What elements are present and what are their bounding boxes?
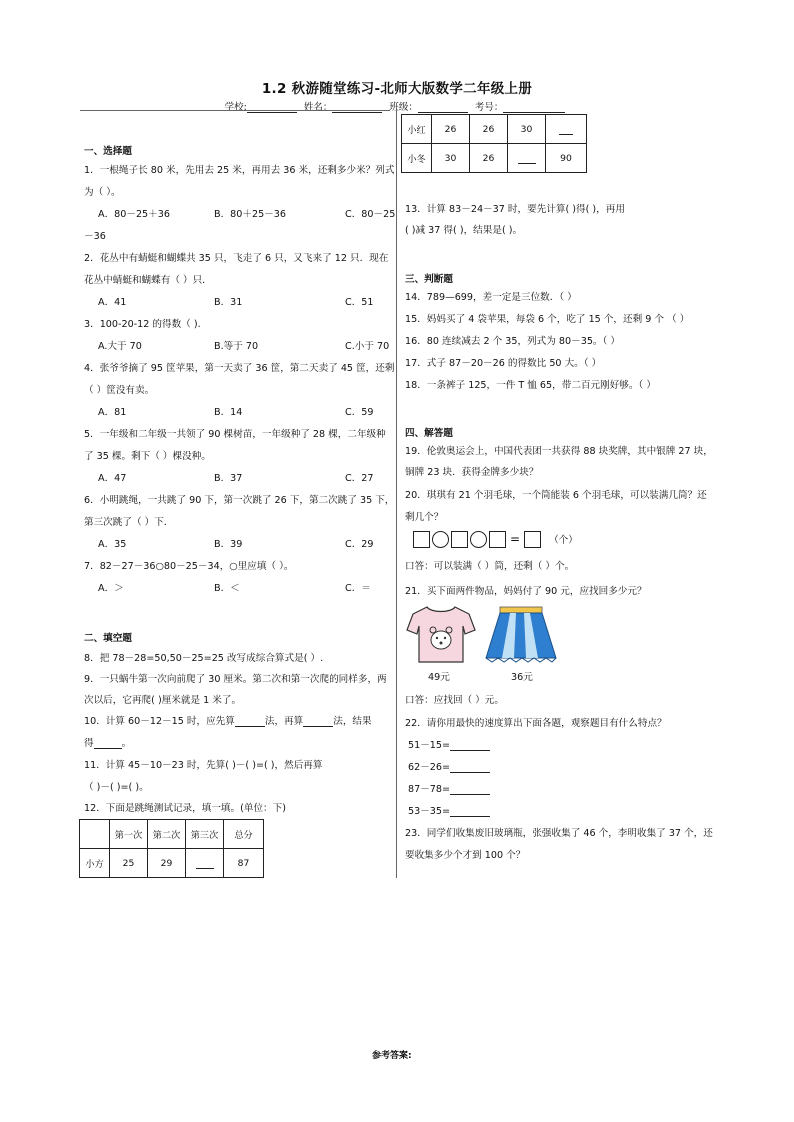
q19-text-2: 铜牌 23 块．获得金牌多少块？ xyxy=(405,467,539,478)
q6-option-a[interactable]: A．35 xyxy=(98,539,127,550)
q13-text-2: ( )减 37 得( )，结果是( )。 xyxy=(405,225,523,236)
q22-expression: 87－78= xyxy=(408,784,451,795)
tshirt-price: 49元 xyxy=(428,672,450,683)
table-header xyxy=(80,820,110,849)
table-cell: 90 xyxy=(546,144,587,173)
q10-part-2: 法，再算 xyxy=(264,716,304,727)
q10-text-2 xyxy=(84,735,131,749)
equation-boxes xyxy=(413,531,578,548)
table-row xyxy=(80,849,264,878)
table-cell: 29 xyxy=(148,849,186,878)
table-header: 总分 xyxy=(224,820,264,849)
q17-text: 17．式子 87－20－26 的得数比 50 大。（ ） xyxy=(405,358,602,369)
q1-option-c-cont: －36 xyxy=(84,231,106,242)
q20-text: 20．琪琪有 21 个羽毛球，一个筒能装 6 个羽毛球，可以装满几筒？还 xyxy=(405,490,707,501)
q22-item xyxy=(408,781,490,795)
school-label: 学校: xyxy=(224,102,247,113)
q21-answer: 口答：应找回（ ）元。 xyxy=(405,695,504,706)
skirt-price: 36元 xyxy=(511,672,533,683)
q3-option-a[interactable]: A.大于 70 xyxy=(98,341,142,352)
q11-text: 11．计算 45－10－23 时，先算( )－( )=( )，然后再算 xyxy=(84,760,323,771)
table-cell: 25 xyxy=(110,849,148,878)
answer-blank[interactable] xyxy=(450,784,490,795)
equation-box[interactable] xyxy=(489,531,506,548)
q22-item xyxy=(408,803,490,817)
q1-text: 1．一根绳子长 80 米，先用去 25 米，再用去 36 米，还剩多少米？列式 xyxy=(84,165,395,176)
q9-text-2: 次以后，它再爬( )厘米就是 1 米了。 xyxy=(84,695,242,706)
class-field[interactable] xyxy=(418,102,468,113)
q10-part-5: 。 xyxy=(121,738,132,749)
q20-answer: 口答：可以装满（ ）筒，还剩（ ）个。 xyxy=(405,561,575,572)
q5-text: 5．一年级和二年级一共领了 90 棵树苗，一年级种了 28 棵，二年级种 xyxy=(84,429,386,440)
table-cell: 小冬 xyxy=(402,144,432,173)
section-judge-heading: 三、判断题 xyxy=(405,274,453,285)
left-top-rule xyxy=(80,110,390,111)
q22-expression: 51－15= xyxy=(408,740,451,751)
answer-key-label: 参考答案: xyxy=(372,1051,412,1061)
q18-text: 18．一条裤子 125，一件 T 恤 65，带二百元刚好够。（ ） xyxy=(405,380,656,391)
answer-blank[interactable] xyxy=(450,806,490,817)
q22-expression: 53－35= xyxy=(408,806,451,817)
q4-text-2: （ ）筐没有卖。 xyxy=(84,385,155,396)
skirt-icon xyxy=(484,606,558,664)
q15-text: 15．妈妈买了 4 袋苹果，每袋 6 个，吃了 15 个，还剩 9 个 （ ） xyxy=(405,314,690,325)
table-row xyxy=(402,115,587,144)
table-cell: 30 xyxy=(432,144,470,173)
q10-blank-3[interactable] xyxy=(94,738,122,749)
equation-box[interactable] xyxy=(524,531,541,548)
q10-blank-2[interactable] xyxy=(303,716,333,727)
q5-option-b[interactable]: B．37 xyxy=(214,473,243,484)
q7-text: 7．82－27－36○80－25－34，○里应填（ ）。 xyxy=(84,561,294,572)
q11-text-2: （ )－( )=( )。 xyxy=(84,782,149,793)
q4-option-c[interactable]: C．59 xyxy=(345,407,374,418)
q6-text: 6．小明跳绳，一共跳了 90 下，第一次跳了 26 下，第二次跳了 35 下， xyxy=(84,495,395,506)
answer-blank[interactable] xyxy=(450,762,490,773)
table-header: 第二次 xyxy=(148,820,186,849)
q10-blank-1[interactable] xyxy=(235,716,265,727)
number-field[interactable] xyxy=(503,102,565,113)
q1-option-b[interactable]: B．80＋25－36 xyxy=(214,209,286,220)
q22-expression: 62－26= xyxy=(408,762,451,773)
q5-text-2: 了 35 棵。剩下（ ）棵没种。 xyxy=(84,451,211,462)
table-cell: 87 xyxy=(224,849,264,878)
q23-text: 23．同学们收集废旧玻璃瓶，张强收集了 46 个，李明收集了 37 个，还 xyxy=(405,828,713,839)
q4-option-a[interactable]: A．81 xyxy=(98,407,127,418)
q23-text-2: 要收集多少个才到 100 个？ xyxy=(405,850,526,861)
table-cell: 30 xyxy=(508,115,546,144)
q5-option-a[interactable]: A．47 xyxy=(98,473,127,484)
q1-option-c[interactable]: C．80－25 xyxy=(345,209,396,220)
q7-option-a[interactable]: A．＞ xyxy=(98,583,124,594)
number-label: 考号： xyxy=(474,102,504,113)
q1-text-2: 为（ ）。 xyxy=(84,187,121,198)
table-cell-blank[interactable] xyxy=(546,115,587,144)
q12-text: 12．下面是跳绳测试记录，填一填。(单位：下) xyxy=(84,803,286,814)
section-choice-heading: 一、选择题 xyxy=(84,146,132,157)
q2-text: 2．花丛中有蜻蜓和蝴蝶共 35 只，飞走了 6 只，又飞来了 12 只．现在 xyxy=(84,253,389,264)
q5-option-c[interactable]: C．27 xyxy=(345,473,374,484)
q3-text: 3．100-20-12 的得数（ ). xyxy=(84,319,201,330)
q2-option-a[interactable]: A．41 xyxy=(98,297,127,308)
section-solve-heading: 四、解答题 xyxy=(405,428,453,439)
q3-option-c[interactable]: C.小于 70 xyxy=(345,341,390,352)
table-cell-blank[interactable] xyxy=(186,849,224,878)
q10-part-4: 得 xyxy=(84,738,94,749)
table-cell: 26 xyxy=(470,144,508,173)
q13-text: 13．计算 83－24－37 时，要先计算( )得( )，再用 xyxy=(405,204,625,215)
page-title: 1.2 秋游随堂练习-北师大版数学二年级上册 xyxy=(261,81,533,97)
q6-option-c[interactable]: C．29 xyxy=(345,539,374,550)
q9-text: 9．一只蜗牛第一次向前爬了 30 厘米。第二次和第一次爬的同样多，两 xyxy=(84,674,387,685)
q22-item xyxy=(408,759,490,773)
q16-text: 16．80 连续减去 2 个 35，列式为 80－35。（ ） xyxy=(405,336,620,347)
q10-part-1: 10．计算 60－12－15 时，应先算 xyxy=(84,716,235,727)
jump-rope-table-1 xyxy=(79,819,264,878)
answer-blank[interactable] xyxy=(450,740,490,751)
q4-option-b[interactable]: B．14 xyxy=(214,407,243,418)
q2-text-2: 花丛中蜻蜓和蝴蝶有（ ）只． xyxy=(84,275,212,286)
equals-sign: = xyxy=(510,532,521,546)
equation-box[interactable] xyxy=(451,531,468,548)
table-cell: 小方 xyxy=(80,849,110,878)
q14-text: 14．789—699，差一定是三位数．（ ） xyxy=(405,292,577,303)
q2-option-c[interactable]: C．51 xyxy=(345,297,374,308)
table-header: 第三次 xyxy=(186,820,224,849)
name-field[interactable] xyxy=(332,102,382,113)
class-label: 班级： xyxy=(389,102,418,113)
operator-circle[interactable] xyxy=(470,531,487,548)
table-cell: 26 xyxy=(470,115,508,144)
q2-option-b[interactable]: B．31 xyxy=(214,297,243,308)
jump-rope-table-2 xyxy=(401,114,587,173)
q19-text: 19．伦敦奥运会上，中国代表团一共获得 88 块奖牌，其中银牌 27 块， xyxy=(405,446,713,457)
q6-text-2: 第三次跳了（ ）下． xyxy=(84,517,174,528)
unit-label: （个） xyxy=(549,535,578,546)
name-label: 姓名： xyxy=(303,102,333,113)
q10-text xyxy=(84,713,372,727)
table-cell: 26 xyxy=(432,115,470,144)
operator-circle[interactable] xyxy=(432,531,449,548)
q20-text-2: 剩几个？ xyxy=(405,512,444,523)
q7-option-c[interactable]: C．＝ xyxy=(345,583,371,594)
q6-option-b[interactable]: B．39 xyxy=(214,539,243,550)
q8-text: 8．把 78－28=50,50－25=25 改写成综合算式是( ）. xyxy=(84,653,324,664)
table-cell: 小红 xyxy=(402,115,432,144)
q7-option-b[interactable]: B．＜ xyxy=(214,583,240,594)
q1-option-a[interactable]: A．80－25＋36 xyxy=(98,209,170,220)
q3-option-b[interactable]: B.等于 70 xyxy=(214,341,259,352)
q4-text: 4．张爷爷摘了 95 筐苹果，第一天卖了 36 筐，第二天卖了 45 筐，还剩 xyxy=(84,363,395,374)
section-fill-heading: 二、填空题 xyxy=(84,633,132,644)
school-field[interactable] xyxy=(247,102,297,113)
table-row xyxy=(402,144,587,173)
q21-text: 21．买下面两件物品，妈妈付了 90 元，应找回多少元？ xyxy=(405,586,647,597)
equation-box[interactable] xyxy=(413,531,430,548)
tshirt-icon xyxy=(405,604,477,666)
table-header: 第一次 xyxy=(110,820,148,849)
column-divider xyxy=(396,108,397,878)
q10-part-3: 法，结果 xyxy=(333,716,372,727)
table-cell-blank[interactable] xyxy=(508,144,546,173)
q22-text: 22．请你用最快的速度算出下面各题，观察题目有什么特点？ xyxy=(405,718,667,729)
q22-item xyxy=(408,737,490,751)
